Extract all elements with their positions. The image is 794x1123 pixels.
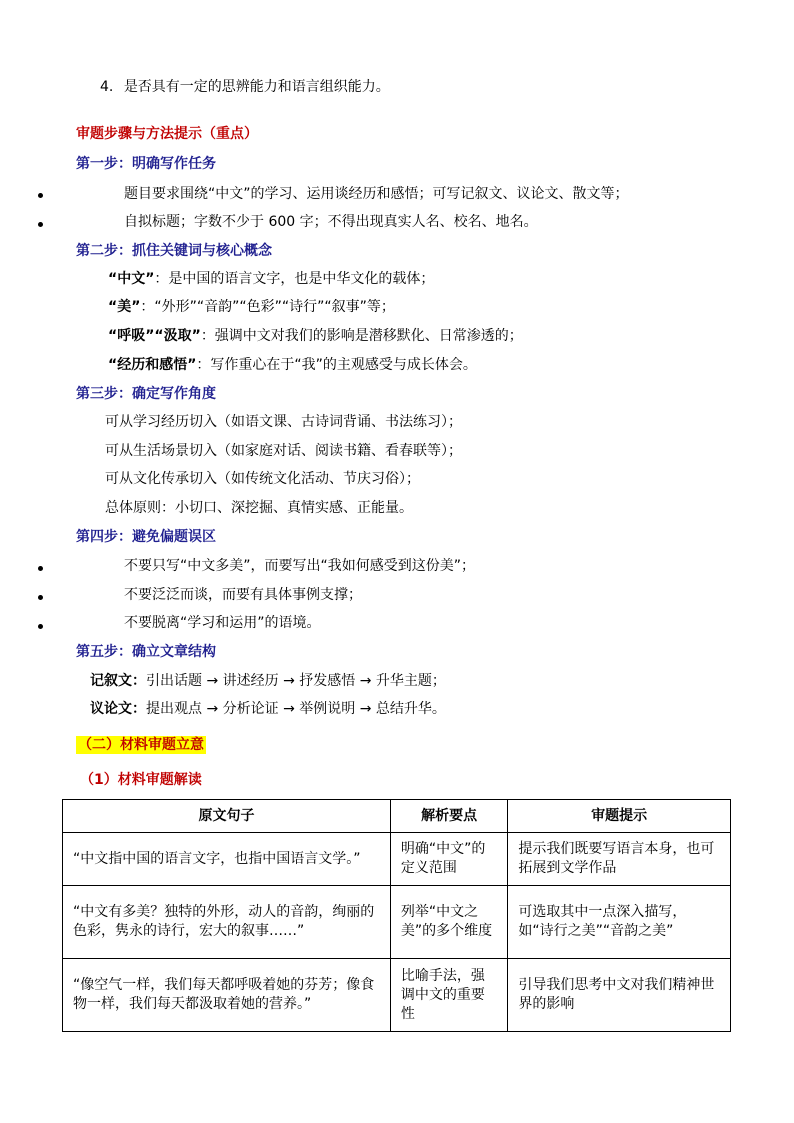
structure-label: 议论文： xyxy=(90,701,146,717)
section-title: 审题步骤与方法提示（重点） xyxy=(76,126,258,142)
table-cell: 引导我们思考中文对我们精神世界的影响 xyxy=(508,959,731,1032)
step1-heading: 第一步：明确写作任务 xyxy=(76,156,216,172)
table-header-row xyxy=(63,800,731,833)
step2-item-1 xyxy=(108,269,434,289)
step3-line-4: 总体原则：小切口、深挖掘、真情实感、正能量。 xyxy=(105,500,413,516)
step2-term: “呼吸”“汲取” xyxy=(108,328,201,344)
table-row xyxy=(63,833,731,886)
intro-item-number: 4. xyxy=(100,79,114,95)
table-cell: 明确“中文”的定义范围 xyxy=(390,833,507,886)
table-cell: 提示我们既要写语言本身，也可拓展到文学作品 xyxy=(508,833,731,886)
step3-heading: 第三步：确定写作角度 xyxy=(76,386,216,402)
table-cell: “像空气一样，我们每天都呼吸着她的芬芳；像食物一样，我们每天都汲取着她的营养。” xyxy=(63,959,391,1032)
step4-bullet-3: 不要脱离“学习和运用”的语境。 xyxy=(124,615,321,631)
step1-bullet-1: 题目要求围绕“中文”的学习、运用谈经历和感悟；可写记叙文、议论文、散文等； xyxy=(124,186,629,202)
step2-term: “经历和感悟” xyxy=(108,357,197,373)
table-header: 审题提示 xyxy=(508,800,731,833)
step1-bullet-2: 自拟标题；字数不少于 600 字；不得出现真实人名、校名、地名。 xyxy=(124,214,538,230)
step2-item-4 xyxy=(108,355,477,375)
structure-label: 记叙文： xyxy=(90,673,146,689)
step3-line-2: 可从生活场景切入（如家庭对话、阅读书籍、看春联等）； xyxy=(105,443,462,459)
step2-term: “中文” xyxy=(108,271,155,287)
structure-argumentative xyxy=(90,699,446,719)
step5-heading: 第五步：确立文章结构 xyxy=(76,644,216,660)
table-header: 原文句子 xyxy=(63,800,391,833)
table-row xyxy=(63,959,731,1032)
structure-narrative xyxy=(90,671,446,691)
structure-text: 提出观点 → 分析论证 → 举例说明 → 总结升华。 xyxy=(146,701,446,717)
step2-item-3 xyxy=(108,326,523,346)
intro-item-text: 是否具有一定的思辨能力和语言组织能力。 xyxy=(123,79,390,95)
step2-text: ：是中国的语言文字，也是中华文化的载体； xyxy=(154,271,435,287)
structure-text: 引出话题 → 讲述经历 → 抒发感悟 → 升华主题； xyxy=(146,673,446,689)
subsection-title: （1）材料审题解读 xyxy=(80,772,202,788)
bullet-dot xyxy=(38,624,43,629)
table-row xyxy=(63,886,731,959)
step4-bullet-2: 不要泛泛而谈，而要有具体事例支撑； xyxy=(124,587,362,603)
bullet-dot xyxy=(38,566,43,571)
step2-term: “美” xyxy=(108,299,141,315)
step2-text: ：强调中文对我们的影响是潜移默化、日常渗透的； xyxy=(200,328,523,344)
section2-title xyxy=(76,735,206,755)
step4-heading: 第四步：避免偏题误区 xyxy=(76,529,216,545)
step4-bullet-1: 不要只写“中文多美”，而要写出“我如何感受到这份美”； xyxy=(124,558,476,574)
table-header: 解析要点 xyxy=(390,800,507,833)
step2-heading: 第二步：抓住关键词与核心概念 xyxy=(76,243,272,259)
step2-item-2 xyxy=(108,297,395,317)
table-cell: “中文有多美？独特的外形，动人的音韵，绚丽的色彩，隽永的诗行，宏大的叙事……” xyxy=(63,886,391,959)
bullet-dot xyxy=(38,193,43,198)
bullet-dot xyxy=(38,222,43,227)
step2-text: ：“外形”“音韵”“色彩”“诗行”“叙事”等； xyxy=(140,299,395,315)
table-cell: 可选取其中一点深入描写，如“诗行之美”“音韵之美” xyxy=(508,886,731,959)
step3-line-3: 可从文化传承切入（如传统文化活动、节庆习俗）； xyxy=(105,471,420,487)
table-cell: 比喻手法，强调中文的重要性 xyxy=(390,959,507,1032)
table-cell: “中文指中国的语言文字，也指中国语言文学。” xyxy=(63,833,391,886)
step2-text: ：写作重心在于“我”的主观感受与成长体会。 xyxy=(196,357,477,373)
analysis-table xyxy=(62,799,731,1032)
section2-title-text: （二）材料审题立意 xyxy=(78,737,204,753)
step3-line-1: 可从学习经历切入（如语文课、古诗词背诵、书法练习）； xyxy=(105,414,462,430)
bullet-dot xyxy=(38,595,43,600)
intro-item xyxy=(100,77,390,97)
table-cell: 列举“中文之美”的多个维度 xyxy=(390,886,507,959)
